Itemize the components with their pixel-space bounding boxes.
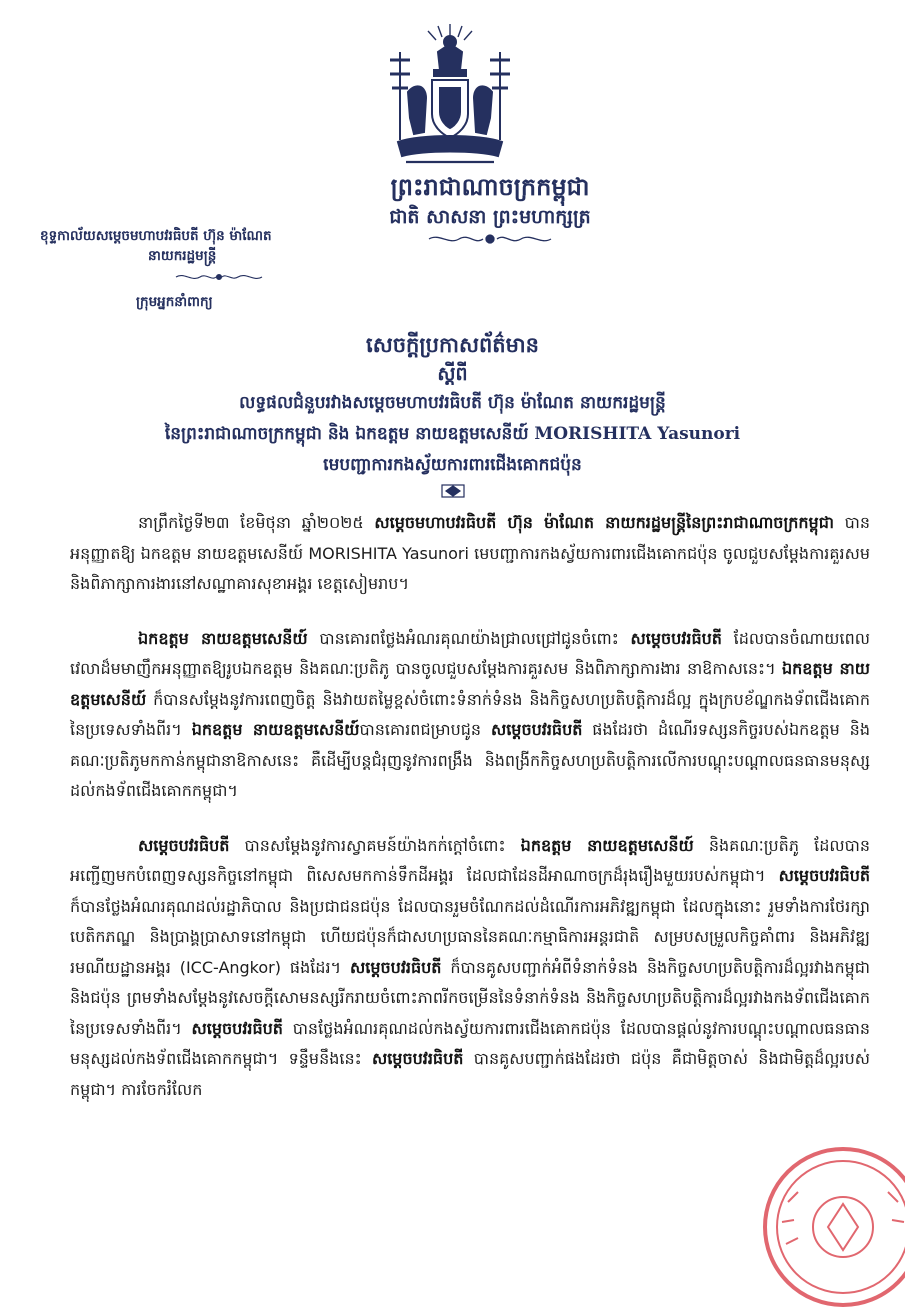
kingdom-motto: ជាតិ សាសនា ព្រះមហាក្សត្រ <box>389 206 591 228</box>
p2-text-4: បានគោរពជម្រាបជូន <box>359 720 491 739</box>
title-press-release: សេចក្តីប្រកាសព័ត៌មាន <box>366 332 539 357</box>
p3-bold-pm-4: សម្តេចបវរធិបតី <box>191 1018 283 1038</box>
office-block <box>40 226 360 312</box>
kingdom-header <box>360 172 620 246</box>
header-ornament-icon <box>425 232 555 246</box>
spokesperson-unit: ក្រុមអ្នកនាំពាក្យ <box>136 294 213 310</box>
p1-text: នាព្រឹកថ្ងៃទី២៣ ខែមិថុនា ឆ្នាំ២០២៥ <box>138 513 375 532</box>
p2-bold-pm-2: សម្តេចបវរធិបតី <box>490 720 583 739</box>
p3-bold-pm-3: សម្តេចបវរធិបតី <box>350 957 442 977</box>
royal-coat-of-arms-icon <box>380 22 520 170</box>
p3-text-4: ក៏បានគូសបញ្ជាក់អំពីទំនាក់ទំនង និងកិច្ចសហប្រតិបត្តិការដ៏ល្អរវាងកម្ពុជា និងជប៉ុន ព្រមទាំងសម្តែងនូវសេចក្តីសោមនស្សរីករាយចំពោះភាពរីកចម្រើននៃទំនាក់ទំនង និងកិច្ចសហប្រតិបត្តិការដ៏ល្អរវាងកងទ័ពជើងគោកនៃប្រទេសទាំងពីរ។ <box>70 957 871 1038</box>
office-ornament-icon <box>174 272 264 282</box>
p3-bold-general: ឯកឧត្តម នាយឧត្តមសេនីយ៍ <box>520 835 694 855</box>
office-name: ខុទ្ទកាល័យសម្តេចមហាបវរធិបតី ហ៊ុន ម៉ាណែត <box>40 228 272 244</box>
p2-bold-general-3: ឯកឧត្តម នាយឧត្តមសេនីយ៍ <box>191 720 360 739</box>
p3-text: បានសម្តែងនូវការស្វាគមន៍យ៉ាងកក់ក្តៅចំពោះ <box>229 835 521 855</box>
p2-bold-pm: សម្តេចបវរធិបតី <box>630 628 722 648</box>
p3-text-2: និងគណៈប្រតិភូ ដែលបានអញ្ជើញមកបំពេញទស្សនកិច្ចនៅកម្ពុជា ពិសេសមកកាន់ទឹកដីអង្គរ ដែលជាដែនដីអាណាចក្រដ៏រុងរឿងមួយរបស់កម្ពុជា។ <box>70 835 870 885</box>
office-prime-minister: នាយករដ្ឋមន្ត្រី <box>148 248 217 264</box>
title-subject-line2: នៃព្រះរាជាណាចក្រកម្ពុជា និង ឯកឧត្តម នាយឧត្តមសេនីយ៍ MORISHITA Yasunori <box>164 424 741 444</box>
p2-bold-general-2: ឯកឧត្តម នាយឧត្តមសេនីយ៍ <box>70 659 871 709</box>
official-seal-stamp-icon <box>758 1142 905 1312</box>
paragraph-2 <box>70 624 870 807</box>
p3-text-6: បានគូសបញ្ជាក់ផងដែរថា ជប៉ុន គឺជាមិត្តចាស់ និងជាមិត្តដ៏ល្អរបស់កម្ពុជា។ ការចែករំលែក <box>70 1049 871 1099</box>
p3-bold-pm-5: សម្តេចបវរធិបតី <box>371 1049 464 1068</box>
press-release-body <box>70 508 870 1129</box>
p3-text-5: បានថ្លែងអំណរគុណដល់កងស្វ័យការពារជើងគោកជប៉ុន ដែលបានផ្តល់នូវការបណ្តុះបណ្តាលធនធានមនុស្សដល់កងទ័ពជើងគោកកម្ពុជា។ ទន្ទឹមនឹងនេះ <box>70 1018 871 1068</box>
title-subject-line3: មេបញ្ជាការកងស្វ័យការពារជើងគោកជប៉ុន <box>323 455 582 475</box>
p2-text-2: ដែលបានចំណាយពេលវេលាដ៏មមាញឹកអនុញ្ញាតឱ្យរូបឯកឧត្តម និងគណៈប្រតិភូ បានចូលជួបសម្តែងការគួរសម និងពិភាក្សាការងារ នាឱកាសនេះ។ <box>70 628 870 678</box>
p1-text-2: បានអនុញ្ញាតឱ្យ ឯកឧត្តម នាយឧត្តមសេនីយ៍ MORISHITA Yasunori មេបញ្ជាការកងស្វ័យការពារជើងគោកជប៉ុន ចូលជួបសម្តែងការគួរសម និងពិភាក្សាការងារនៅសណ្ឋាគារសុខាអង្គរ ខេត្តសៀមរាប។ <box>70 513 871 593</box>
p2-bold-general: ឯកឧត្តម នាយឧត្តមសេនីយ៍ <box>138 628 308 648</box>
p3-bold-pm-2: សម្តេចបវរធិបតី <box>778 866 870 885</box>
press-release-title <box>100 330 805 499</box>
p2-text: បានគោរពថ្លែងអំណរគុណយ៉ាងជ្រាលជ្រៅជូនចំពោះ <box>307 628 631 648</box>
p2-text-5: ផងដែរថា ដំណើរទស្សនកិច្ចរបស់ឯកឧត្តម និងគណៈប្រតិភូមកកាន់កម្ពុជានាឱកាសនេះ គឺដើម្បីបន្តជំរុញនូវការពង្រឹង និងពង្រីកកិច្ចសហប្រតិបត្តិការលើការបណ្តុះបណ្តាលធនធានមនុស្សដល់កងទ័ពជើងគោកកម្ពុជា។ <box>70 720 870 800</box>
kingdom-title: ព្រះរាជាណាចក្រកម្ពុជា <box>390 172 590 201</box>
p3-bold-pm: សម្តេចបវរធិបតី <box>138 835 230 855</box>
p1-bold-pm: សម្តេចមហាបវរធិបតី ហ៊ុន ម៉ាណែត នាយករដ្ឋមន្ត្រីនៃព្រះរាជាណាចក្រកម្ពុជា <box>374 513 834 532</box>
paragraph-3 <box>70 831 870 1106</box>
paragraph-1 <box>70 508 870 600</box>
title-ornament-icon <box>440 483 466 499</box>
title-regarding: ស្តីពី <box>437 363 468 385</box>
p2-text-3: ក៏បានសម្តែងនូវការពេញចិត្ត និងវាយតម្លៃខ្ពស់ចំពោះទំនាក់ទំនង និងកិច្ចសហប្រតិបត្តិការដ៏ល្អ ក្នុងក្របខ័ណ្ឌកងទ័ពជើងគោកនៃប្រទេសទាំងពីរ។ <box>70 689 870 739</box>
title-subject-line1: លទ្ធផលជំនួបរវាងសម្តេចមហាបវរធិបតី ហ៊ុន ម៉ាណែត នាយករដ្ឋមន្ត្រី <box>239 393 666 413</box>
p3-text-3: ក៏បានថ្លែងអំណរគុណដល់រដ្ឋាភិបាល និងប្រជាជនជប៉ុន ដែលបានរួមចំណែកដល់ដំណើរការអភិវឌ្ឍកម្ពុជា ដែលក្នុងនោះ រួមទាំងការថែរក្សាបេតិកភណ្ឌ និងប្រាង្គប្រាសាទនៅកម្ពុជា ហើយជប៉ុនក៏ជាសហប្រធាននៃគណៈកម្មាធិការអន្តរជាតិ សម្របសម្រួលកិច្ចគាំពារ និងអភិវឌ្ឍរមណីយដ្ឋានអង្គរ (ICC-Angkor) ផងដែរ។ <box>70 896 870 977</box>
